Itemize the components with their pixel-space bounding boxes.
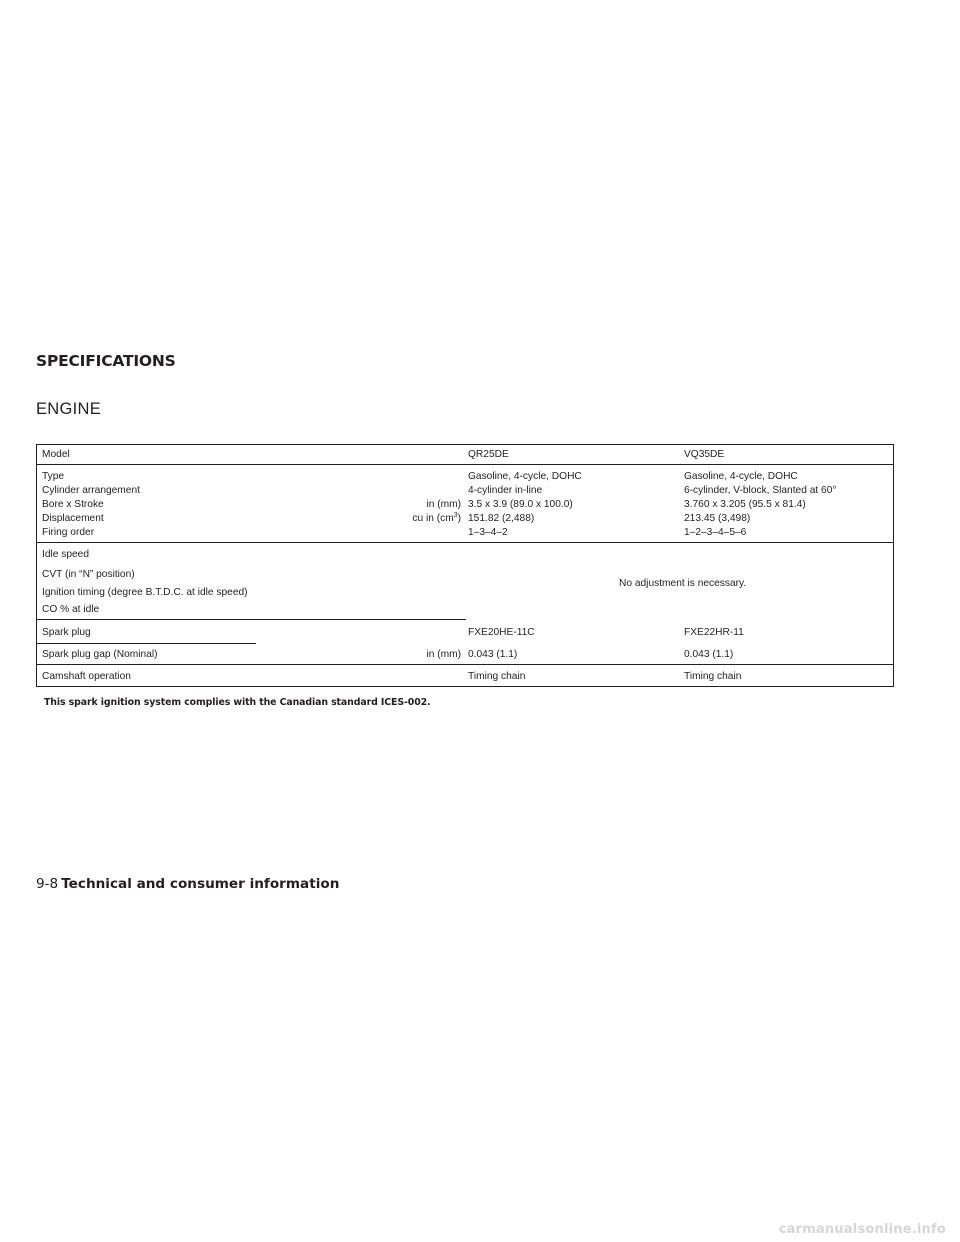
row-label: Firing order [37, 526, 257, 543]
row-unit [256, 512, 466, 526]
row-vq-value: 1–2–3–4–5–6 [679, 526, 894, 543]
table-row [37, 484, 894, 498]
row-unit [256, 665, 466, 687]
engine-spec-table [36, 444, 894, 687]
row-unit [256, 484, 466, 498]
unit-superscript: 3 [453, 512, 458, 519]
table-row [37, 498, 894, 512]
row-unit: in (mm) [426, 499, 461, 510]
row-label: Spark plug gap (Nominal) [37, 644, 257, 665]
row-unit [256, 465, 466, 485]
unit-prefix: cu in (cm [412, 513, 454, 524]
table-row [37, 465, 894, 485]
row-qr-value: 3.5 x 3.9 (89.0 x 100.0) [468, 499, 573, 510]
row-qr-value: Gasoline, 4-cycle, DOHC [468, 471, 582, 482]
table-header-row [37, 445, 894, 465]
table-row [37, 512, 894, 526]
table-row [37, 644, 894, 665]
row-unit: in (mm) [256, 644, 466, 665]
row-qr-value: 151.82 (2,488) [468, 513, 535, 524]
table-row [37, 665, 894, 687]
row-unit [256, 562, 466, 582]
row-unit [256, 620, 466, 644]
row-vq-value: Timing chain [684, 671, 742, 682]
row-qr-value: 1–3–4–2 [466, 526, 679, 543]
row-label: CVT (in “N” position) [42, 569, 135, 580]
table-row [37, 620, 894, 644]
header-vq35de: VQ35DE [679, 445, 894, 465]
idle-merged-value: No adjustment is necessary. [619, 577, 747, 589]
row-label: CO % at idle [37, 600, 257, 620]
row-vq-value: FXE22HR-11 [684, 626, 744, 638]
section-title: SPECIFICATIONS [36, 352, 176, 370]
row-qr-value: FXE20HE-11C [468, 626, 535, 638]
table-row [37, 526, 894, 543]
header-unit-cell [256, 445, 466, 465]
footer-title: Technical and consumer information [61, 876, 340, 892]
page-footer [36, 876, 339, 892]
row-label: Ignition timing (degree B.T.D.C. at idle speed) [42, 587, 248, 598]
row-label: Cylinder arrangement [42, 485, 140, 496]
row-qr-value: 0.043 (1.1) [466, 644, 679, 665]
row-label: Type [42, 471, 65, 482]
row-vq-value: 6-cylinder, V-block, Slanted at 60° [684, 485, 837, 496]
row-label: Idle speed [42, 549, 90, 560]
row-label: Bore x Stroke [42, 499, 104, 510]
row-unit [256, 600, 466, 620]
row-label: Displacement [42, 513, 104, 524]
page-number: 9-8 [36, 876, 59, 892]
row-qr-value: 4-cylinder in-line [468, 485, 543, 496]
row-unit [256, 582, 466, 600]
subsection-title: ENGINE [36, 400, 102, 418]
row-vq-value: 3.760 x 3.205 (95.5 x 81.4) [684, 499, 806, 510]
row-vq-value: 213.45 (3,498) [684, 513, 751, 524]
row-label: Camshaft operation [42, 671, 131, 682]
unit-suffix: ) [457, 513, 461, 524]
row-label: Spark plug [37, 620, 257, 644]
row-vq-value: 0.043 (1.1) [679, 644, 894, 665]
row-unit [256, 526, 466, 543]
header-qr25de: QR25DE [466, 445, 679, 465]
row-vq-value: Gasoline, 4-cycle, DOHC [684, 471, 798, 482]
row-unit [256, 543, 466, 563]
header-model-label: Model [37, 445, 257, 465]
row-qr-value: Timing chain [468, 671, 526, 682]
table-row [37, 543, 894, 563]
watermark-text: carmanualsonline.info [778, 1222, 946, 1237]
compliance-footnote: This spark ignition system complies with the Canadian standard ICES-002. [44, 697, 431, 708]
